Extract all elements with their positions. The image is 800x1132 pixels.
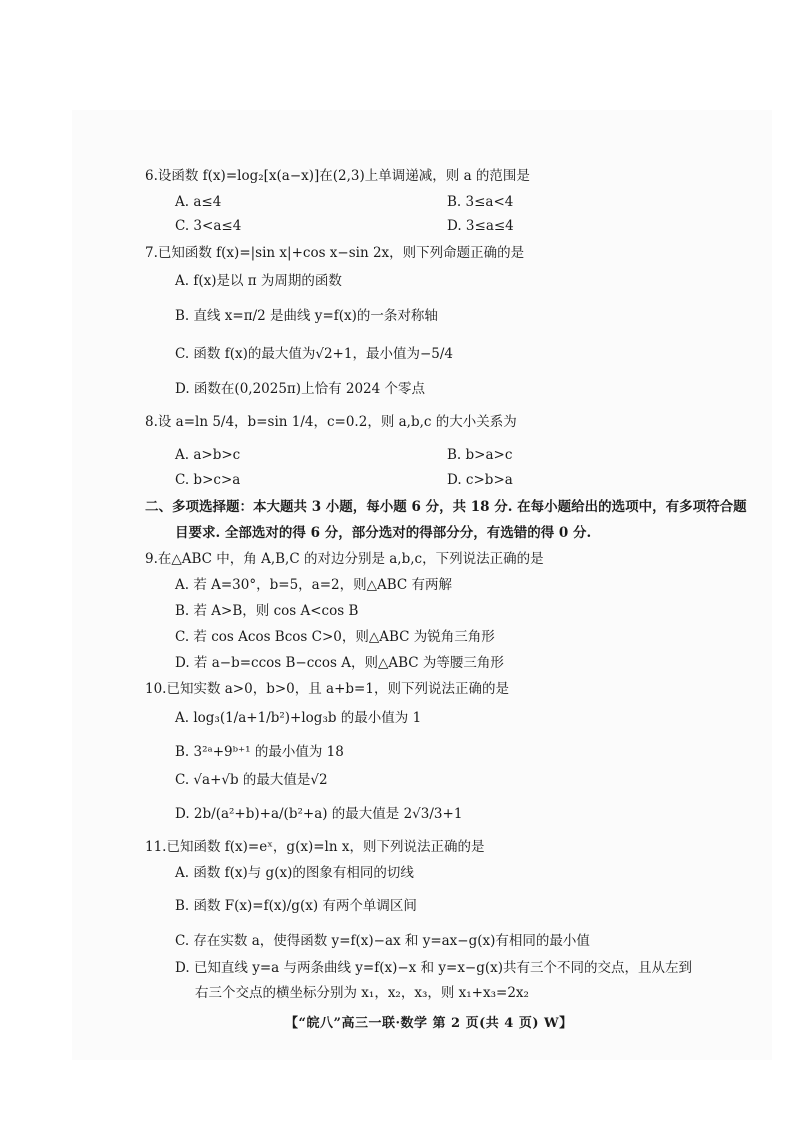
q7-option-a: A. f(x)是以 π 为周期的函数 [175,273,342,289]
section2-heading-cont: 目要求. 全部选对的得 6 分，部分选对的得部分分，有选错的得 0 分. [175,525,592,541]
q8-option-c: C. b>c>a [175,472,241,488]
q7-option-d: D. 函数在(0,2025π)上恰有 2024 个零点 [175,381,426,397]
q10-option-c: C. √a+√b 的最大值是√2 [175,772,328,788]
q6-option-d: D. 3≤a≤4 [447,218,514,234]
page-footer: 【“皖八”高三一联·数学 第 2 页(共 4 页) W】 [285,1016,573,1031]
q6-stem: 6.设函数 f(x)=log₂[x(a−x)]在(2,3)上单调递减，则 a 的范围是 [145,168,530,184]
q6-option-a: A. a≤4 [175,194,222,210]
q10-option-a: A. log₃(1/a+1/b²)+log₃b 的最小值为 1 [175,710,422,726]
q9-option-c: C. 若 cos Acos Bcos C>0，则△ABC 为锐角三角形 [175,629,495,645]
q10-option-d: D. 2b/(a²+b)+a/(b²+a) 的最大值是 2√3/3+1 [175,806,463,822]
q11-option-d-cont: 右三个交点的横坐标分别为 x₁，x₂，x₃，则 x₁+x₃=2x₂ [195,985,529,1001]
q8-option-b: B. b>a>c [447,447,513,463]
q9-stem: 9.在△ABC 中，角 A,B,C 的对边分别是 a,b,c，下列说法正确的是 [145,551,544,567]
q7-option-b: B. 直线 x=π/2 是曲线 y=f(x)的一条对称轴 [175,308,438,324]
q11-option-b: B. 函数 F(x)=f(x)/g(x) 有两个单调区间 [175,898,417,914]
q7-option-c: C. 函数 f(x)的最大值为√2+1，最小值为−5/4 [175,346,453,362]
q7-stem: 7.已知函数 f(x)=|sin x|+cos x−sin 2x，则下列命题正确的是 [145,245,525,261]
q9-option-b: B. 若 A>B，则 cos A<cos B [175,603,359,619]
q8-stem: 8.设 a=ln 5/4，b=sin 1/4，c=0.2，则 a,b,c 的大小关系为 [145,414,517,430]
q6-option-c: C. 3<a≤4 [175,218,242,234]
q9-option-d: D. 若 a−b=ccos B−ccos A，则△ABC 为等腰三角形 [175,655,504,671]
q11-option-a: A. 函数 f(x)与 g(x)的图象有相同的切线 [175,865,414,881]
q6-option-b: B. 3≤a<4 [447,194,514,210]
q9-option-a: A. 若 A=30°，b=5，a=2，则△ABC 有两解 [175,577,453,593]
q11-stem: 11.已知函数 f(x)=eˣ，g(x)=ln x，则下列说法正确的是 [145,839,485,855]
q11-option-c: C. 存在实数 a，使得函数 y=f(x)−ax 和 y=ax−g(x)有相同的最小值 [175,933,590,949]
exam-page [72,110,772,1060]
q11-option-d: D. 已知直线 y=a 与两条曲线 y=f(x)−x 和 y=x−g(x)共有三个不同的交点，且从左到 [175,960,693,976]
q8-option-d: D. c>b>a [447,472,513,488]
q10-option-b: B. 3²ᵃ+9ᵇ⁺¹ 的最小值为 18 [175,744,344,760]
q8-option-a: A. a>b>c [175,447,241,463]
q10-stem: 10.已知实数 a>0，b>0，且 a+b=1，则下列说法正确的是 [145,681,509,697]
section2-heading: 二、多项选择题：本大题共 3 小题，每小题 6 分，共 18 分. 在每小题给出的选项中，有多项符合题 [145,499,747,515]
